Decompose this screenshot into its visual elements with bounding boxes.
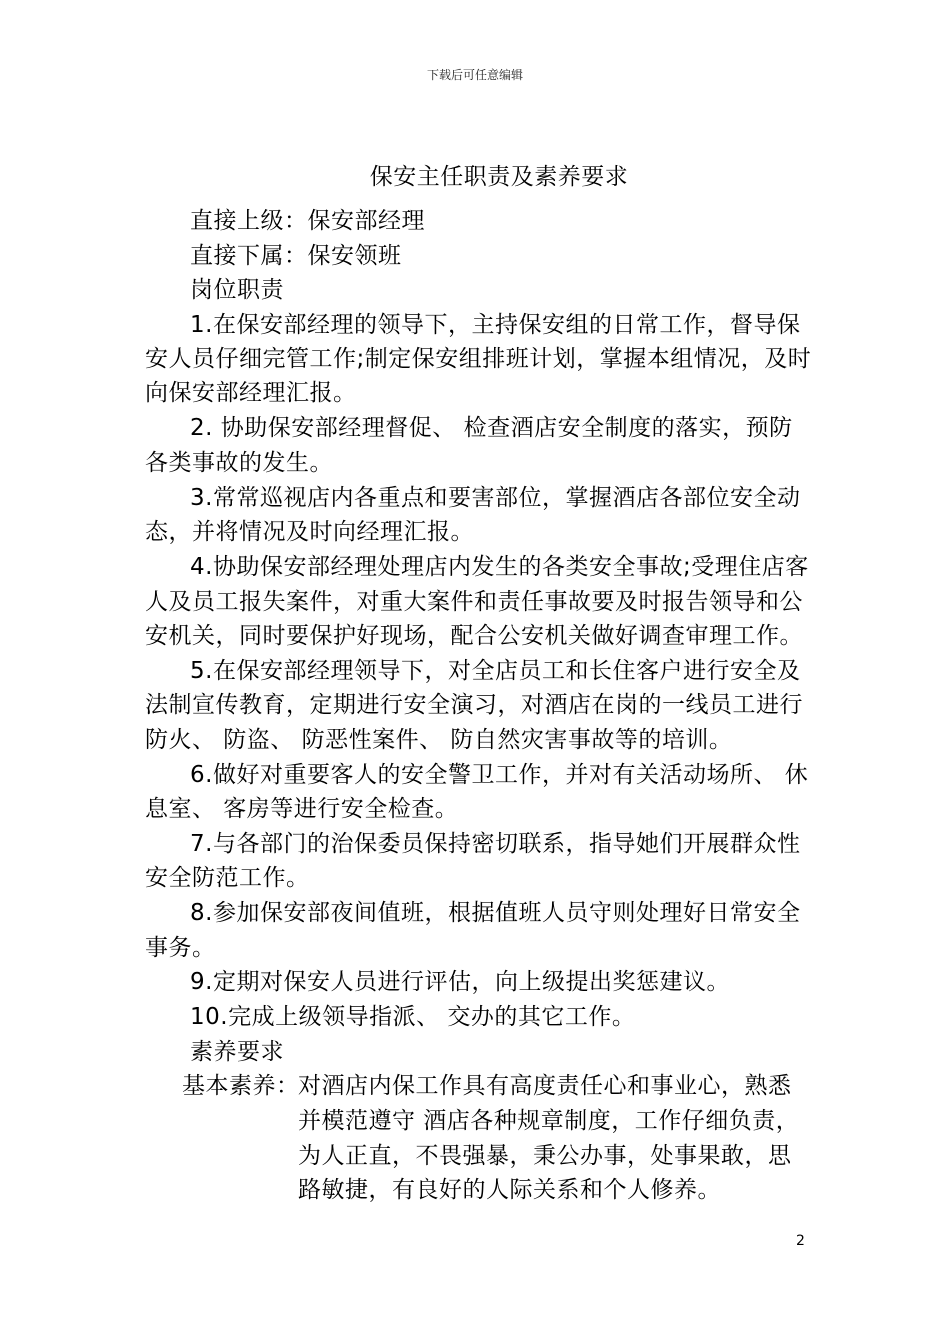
duty-line: 5.在保安部经理领导下，对全店员工和长住客户进行安全及 (190, 658, 801, 684)
duty-line: 1.在保安部经理的领导下，主持保安组的日常工作，督导保 (190, 312, 801, 338)
duty-line: 态，并将情况及时向经理汇报。 (145, 519, 474, 545)
duty-line: 事务。 (145, 935, 216, 961)
header-note: 下载后可任意编辑 (426, 68, 523, 82)
subordinate-line: 直接下属：保安领班 (190, 243, 402, 269)
superior-line: 直接上级：保安部经理 (190, 208, 425, 234)
qualities-heading: 素养要求 (190, 1039, 284, 1065)
duty-line: 法制宣传教育，定期进行安全演习，对酒店在岗的一线员工进行 (145, 692, 803, 718)
duty-line: 安全防范工作。 (145, 865, 310, 891)
duty-line: 7.与各部门的治保委员保持密切联系，指导她们开展群众性 (190, 831, 801, 857)
basic-qualities-line: 为人正直，不畏强暴，秉公办事，处事果敢，思 (298, 1143, 792, 1169)
basic-qualities-line: 对酒店内保工作具有高度责任心和事业心，熟悉 (298, 1073, 792, 1099)
duty-line: 人及员工报失案件，对重大案件和责任事故要及时报告领导和公 (145, 589, 803, 615)
basic-qualities-label: 基本素养： (182, 1073, 300, 1099)
duty-line: 息室、 客房等进行安全检查。 (145, 796, 459, 822)
duty-line: 4.协助保安部经理处理店内发生的各类安全事故;受理住店客 (190, 554, 809, 580)
duty-line: 6.做好对重要客人的安全警卫工作，并对有关活动场所、 休 (190, 762, 809, 788)
duty-line: 3.常常巡视店内各重点和要害部位，掌握酒店各部位安全动 (190, 485, 801, 511)
duty-line: 2. 协助保安部经理督促、 检查酒店安全制度的落实，预防 (190, 415, 793, 441)
page-number: 2 (796, 1233, 805, 1249)
duty-line: 安机关，同时要保护好现场，配合公安机关做好调查审理工作。 (145, 623, 803, 649)
duty-line: 各类事故的发生。 (145, 450, 333, 476)
duty-line: 安人员仔细完管工作;制定保安组排班计划，掌握本组情况，及时 (145, 346, 812, 372)
duty-line: 防火、 防盗、 防恶性案件、 防自然灾害事故等的培训。 (145, 727, 733, 753)
basic-qualities-line: 并模范遵守 酒店各种规章制度，工作仔细负责， (298, 1108, 800, 1134)
duty-line: 8.参加保安部夜间值班，根据值班人员守则处理好日常安全 (190, 900, 801, 926)
document-title: 保安主任职责及素养要求 (369, 164, 629, 190)
basic-qualities-line: 路敏捷，有良好的人际关系和个人修养。 (298, 1177, 721, 1203)
duty-line: 9.定期对保安人员进行评估，向上级提出奖惩建议。 (190, 969, 730, 995)
duty-line: 向保安部经理汇报。 (145, 380, 357, 406)
duty-line: 10.完成上级领导指派、 交办的其它工作。 (190, 1004, 636, 1030)
duties-heading: 岗位职责 (190, 277, 284, 303)
